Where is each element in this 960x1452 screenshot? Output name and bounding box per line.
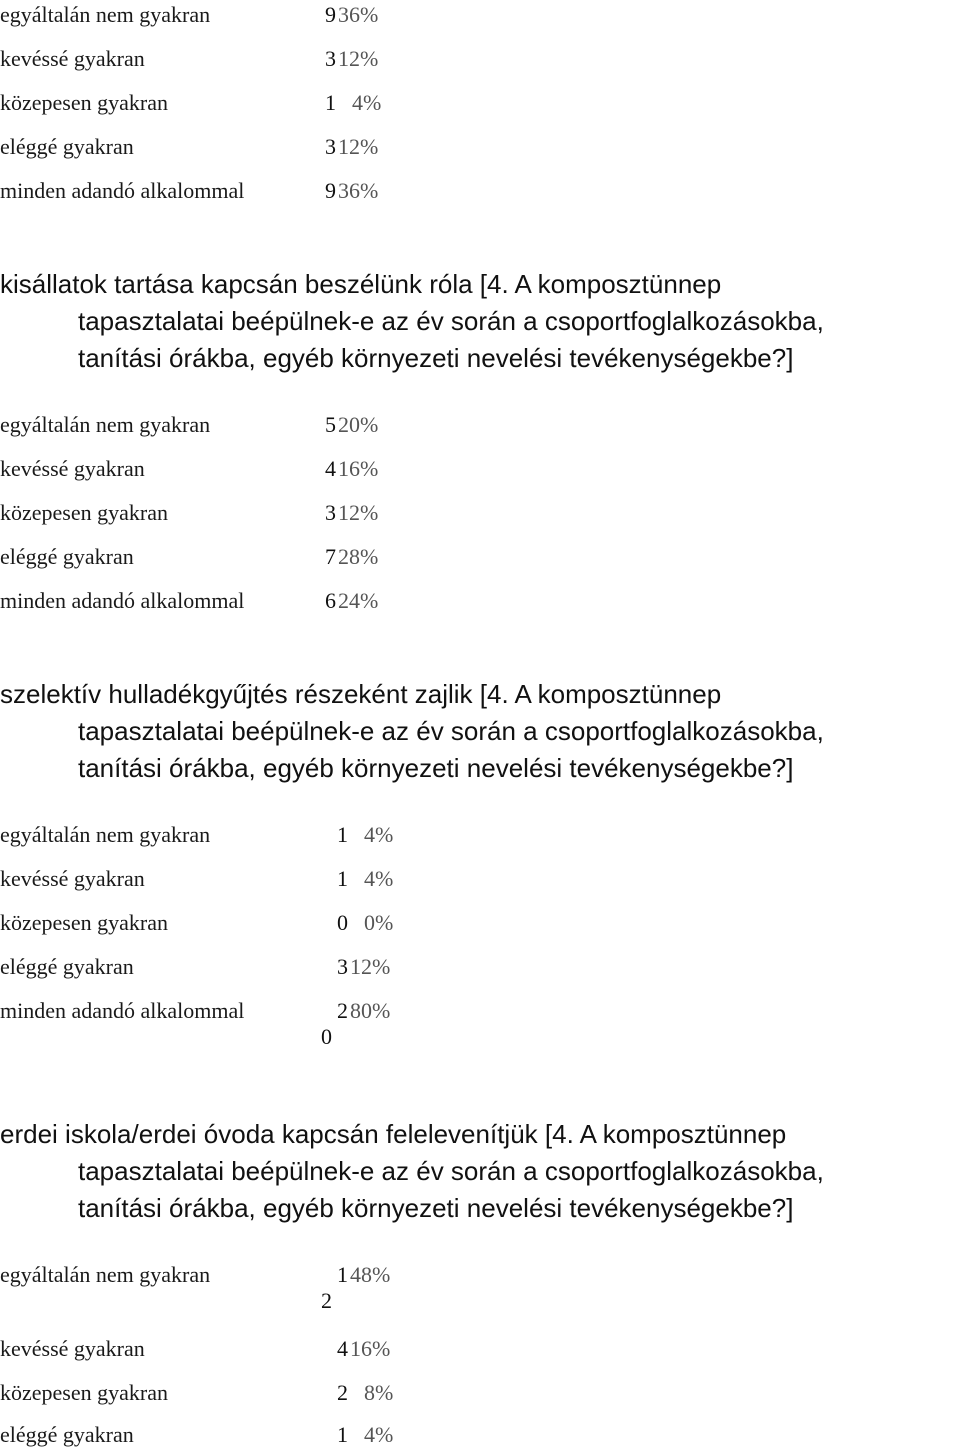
answer-percent: 12% <box>338 46 379 71</box>
answer-label: egyáltalán nem gyakran <box>0 412 211 437</box>
answer-label: eléggé gyakran <box>0 134 134 159</box>
answer-count-main: 1 <box>337 1262 348 1287</box>
question-heading-line: tanítási órákba, egyéb környezeti nevelési tevékenységekbe?] <box>78 343 794 373</box>
answer-percent: 4% <box>364 866 394 891</box>
answer-count-wrap: 2 <box>321 1288 332 1313</box>
answer-percent: 4% <box>352 90 382 115</box>
answer-label: eléggé gyakran <box>0 954 134 979</box>
question-heading-line: tanítási órákba, egyéb környezeti nevelési tevékenységekbe?] <box>78 753 794 783</box>
answer-percent: 16% <box>338 456 379 481</box>
answer-percent: 4% <box>364 822 394 847</box>
answer-count <box>318 1260 348 1313</box>
question-heading <box>0 1116 960 1227</box>
answer-label: eléggé gyakran <box>0 1422 134 1447</box>
answer-percent: 8% <box>364 1380 394 1405</box>
answer-label: közepesen gyakran <box>0 1380 168 1405</box>
answer-label: közepesen gyakran <box>0 910 168 935</box>
answer-count: 0 <box>337 910 348 935</box>
answer-count <box>318 996 348 1049</box>
answer-percent: 0% <box>364 910 394 935</box>
answer-percent: 12% <box>338 500 379 525</box>
answer-count: 2 <box>337 1380 348 1405</box>
answer-label: egyáltalán nem gyakran <box>0 822 211 847</box>
answer-count: 9 <box>325 178 336 203</box>
question-heading-line: erdei iskola/erdei óvoda kapcsán felelevenítjük [4. A komposztünnep <box>0 1119 787 1149</box>
question-heading <box>0 266 960 377</box>
answer-label: közepesen gyakran <box>0 90 168 115</box>
question-heading-line: kisállatok tartása kapcsán beszélünk róla [4. A komposztünnep <box>0 269 722 299</box>
answer-count-wrap: 0 <box>321 1024 332 1049</box>
answer-percent: 36% <box>338 178 379 203</box>
answer-count: 3 <box>337 954 348 979</box>
answer-percent: 48% <box>350 1262 391 1287</box>
answer-count: 3 <box>325 46 336 71</box>
answer-count: 6 <box>325 588 336 613</box>
question-heading <box>0 676 960 787</box>
answer-label: kevéssé gyakran <box>0 1336 145 1361</box>
answer-count: 4 <box>325 456 336 481</box>
answer-count: 3 <box>325 500 336 525</box>
answer-percent: 28% <box>338 544 379 569</box>
answer-count: 1 <box>325 90 336 115</box>
answer-percent: 4% <box>364 1422 394 1447</box>
answer-label: kevéssé gyakran <box>0 866 145 891</box>
question-heading-line: tapasztalatai beépülnek-e az év során a csoportfoglalkozásokba, <box>78 716 824 746</box>
answer-percent: 20% <box>338 412 379 437</box>
answer-label: egyáltalán nem gyakran <box>0 1262 211 1287</box>
answer-label: kevéssé gyakran <box>0 46 145 71</box>
answer-percent: 12% <box>338 134 379 159</box>
answer-count: 3 <box>325 134 336 159</box>
answer-count: 4 <box>337 1336 348 1361</box>
answer-percent: 80% <box>350 998 391 1023</box>
question-heading-line: tapasztalatai beépülnek-e az év során a csoportfoglalkozásokba, <box>78 1156 824 1186</box>
answer-label: eléggé gyakran <box>0 544 134 569</box>
answer-percent: 36% <box>338 2 379 27</box>
answer-label: kevéssé gyakran <box>0 456 145 481</box>
answer-label: minden adandó alkalommal <box>0 178 245 203</box>
answer-count: 7 <box>325 544 336 569</box>
answer-count: 1 <box>337 866 348 891</box>
answer-label: közepesen gyakran <box>0 500 168 525</box>
answer-count: 1 <box>337 1422 348 1447</box>
answer-count-main: 2 <box>337 998 348 1023</box>
answer-percent: 12% <box>350 954 391 979</box>
answer-count: 9 <box>325 2 336 27</box>
answer-count: 5 <box>325 412 336 437</box>
answer-label: minden adandó alkalommal <box>0 998 245 1023</box>
answer-percent: 16% <box>350 1336 391 1361</box>
answer-label: minden adandó alkalommal <box>0 588 245 613</box>
answer-label: egyáltalán nem gyakran <box>0 2 211 27</box>
question-heading-line: tanítási órákba, egyéb környezeti nevelési tevékenységekbe?] <box>78 1193 794 1223</box>
question-heading-line: tapasztalatai beépülnek-e az év során a csoportfoglalkozásokba, <box>78 306 824 336</box>
answer-percent: 24% <box>338 588 379 613</box>
answer-count: 1 <box>337 822 348 847</box>
question-heading-line: szelektív hulladékgyűjtés részeként zajlik [4. A komposztünnep <box>0 679 722 709</box>
